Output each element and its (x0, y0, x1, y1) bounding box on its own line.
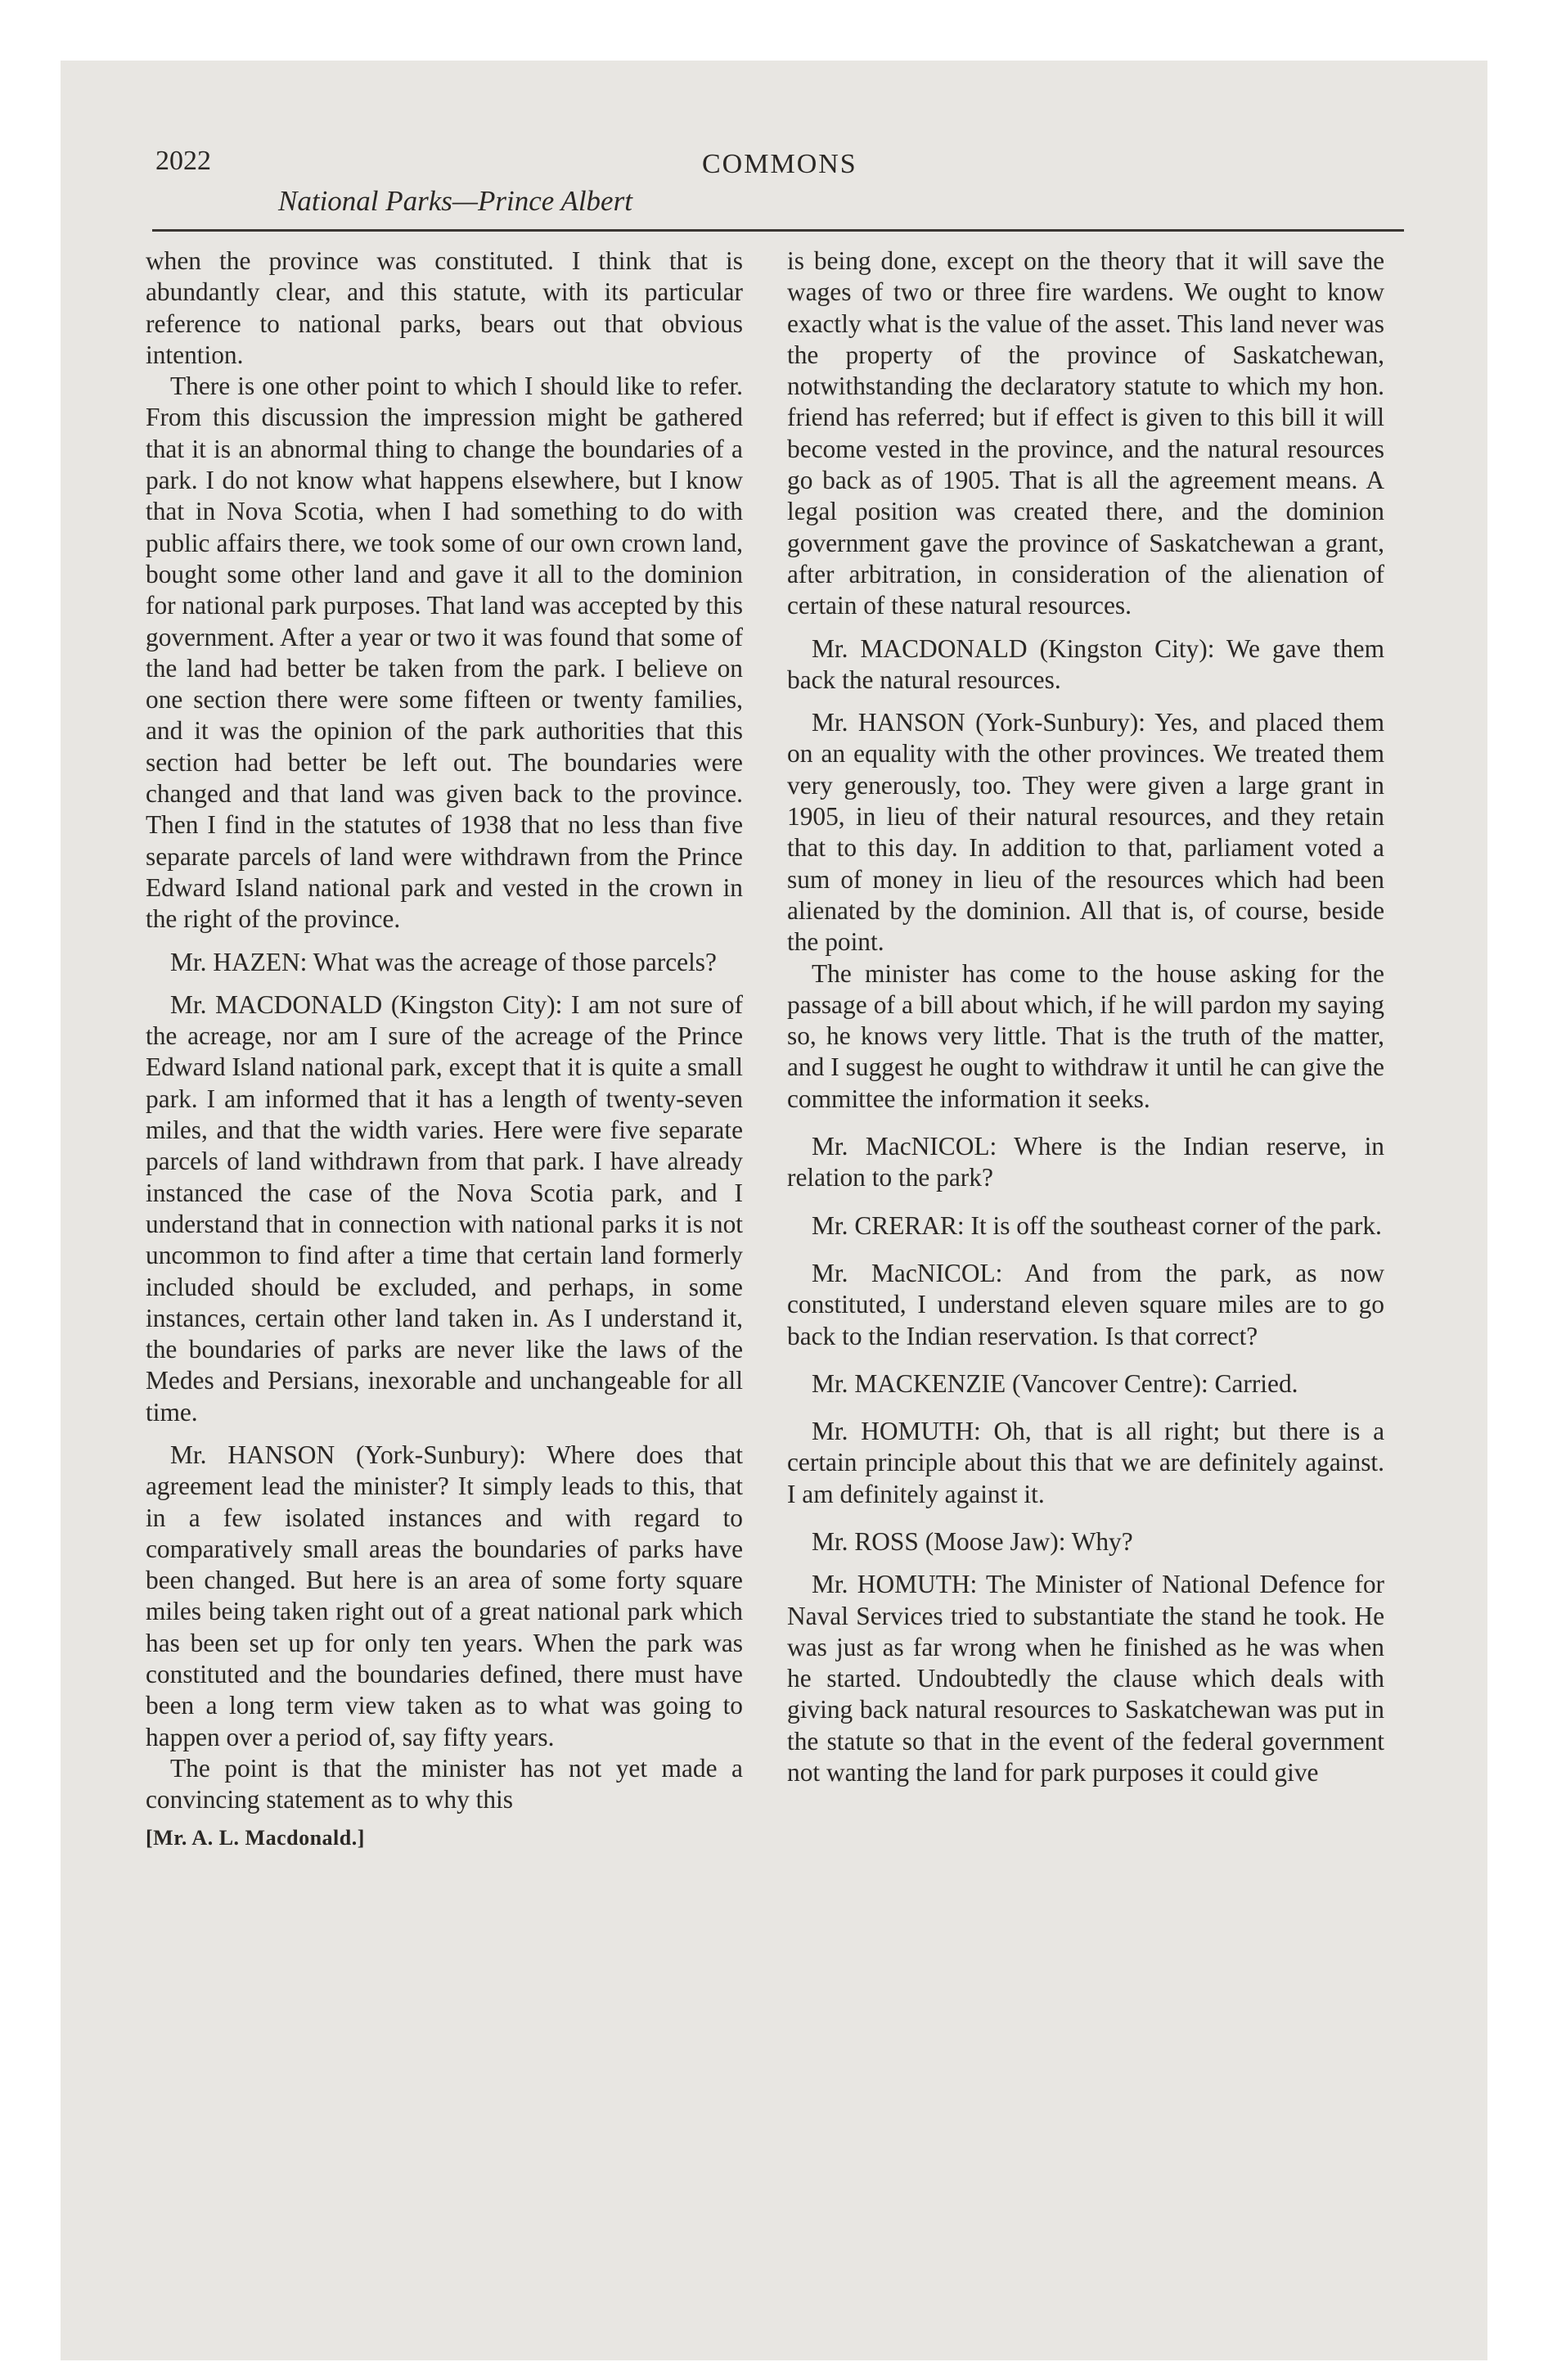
speaker-attribution: [Mr. A. L. Macdonald.] (146, 1825, 365, 1850)
right-column (787, 246, 1384, 1788)
paragraph: is being done, except on the theory that it will save the wages of two or three fire wardens. We ought to know exactly what is the value of the asset. This land never was the property of the province of Saskatchewan, notwithstanding the declaratory statute to which my hon. friend has referred; but if effect is given to this bill it will become vested in the province, and the natural resources go back as of 1905. That is all the agreement means. A legal position was created there, and the dominion government gave the province of Saskatchewan a grant, after arbitration, in consideration of the alienation of certain of these natural resources. (787, 246, 1384, 620)
speech-macnicol: Mr. MacNICOL: And from the park, as now constituted, I understand eleven square miles are to go back to the Indian reservation. Is that correct? (787, 1258, 1384, 1350)
speech-homuth: Mr. HOMUTH: The Minister of National Defence for Naval Services tried to substantiate the stand he took. He was just as far wrong when he finished as he was when he started. Undoubtedly the clause which deals with giving back natural resources to Saskatchewan was put in the statute so that in the event of the federal government not wanting the land for park purposes it could give (787, 1570, 1384, 1787)
speech-hanson: Mr. HANSON (York-Sunbury): Yes, and placed them on an equality with the other provinces. We treated them very generously, too. They were given a large grant in 1905, in lieu of their natural resources, and they retain that to this day. In addition to that, parliament voted a sum of money in lieu of the resources which had been alienated by the dominion. All that is, of course, beside the point. (787, 708, 1384, 957)
running-head: National Parks—Prince Albert (278, 185, 632, 217)
paragraph: The point is that the minister has not yet made a convincing statement as to why this (146, 1753, 743, 1814)
speech-hanson: Mr. HANSON (York-Sunbury): Where does that agreement lead the minister? It simply leads to this, that in a few isolated instances and with regard to comparatively small areas the boundaries of parks have been changed. But here is an area of some forty square miles being taken right out of a great national park which has been set up for only ten years. When the park was constituted and the boundaries defined, there must have been a long term view taken as to what was going to happen over a period of, say fifty years. (146, 1440, 743, 1751)
paragraph: when the province was constituted. I think that is abundantly clear, and this statute, with its particular reference to national parks, bears out that obvious intention. (146, 246, 743, 369)
page-number: 2022 (155, 146, 211, 176)
speech-macdonald: Mr. MACDONALD (Kingston City): I am not sure of the acreage, nor am I sure of the acreage of the Prince Edward Island national park, except that it is quite a small park. I am informed that it has a length of twenty-seven miles, and that the width varies. Here were five separate parcels of land withdrawn from that park. I have already instanced the case of the Nova Scotia park, and I understand that in connection with national parks it is not uncommon to find after a time that certain land formerly included should be excluded, and perhaps, in some instances, certain other land taken in. As I understand it, the boundaries of parks are never like the laws of the Medes and Persians, inexorable and unchangeable for all time. (146, 989, 743, 1427)
speech-ross: Mr. ROSS (Moose Jaw): Why? (812, 1526, 1133, 1556)
speech-homuth: Mr. HOMUTH: Oh, that is all right; but there is a certain principle about this that we are definitely against. I am definitely against it. (787, 1417, 1384, 1508)
speech-crerar: Mr. CRERAR: It is off the southeast corner of the park. (812, 1210, 1382, 1240)
section-title: COMMONS (702, 149, 857, 179)
speech-macdonald: Mr. MACDONALD (Kingston City): We gave them back the natural resources. (787, 633, 1384, 694)
speech-hazen: Mr. HAZEN: What was the acreage of those parcels? (170, 947, 717, 976)
left-column (146, 246, 743, 1854)
speech-macnicol: Mr. MacNICOL: Where is the Indian reserve, in relation to the park? (787, 1132, 1384, 1192)
paragraph: There is one other point to which I should like to refer. From this discussion the impression might be gathered that it is an abnormal thing to change the boundaries of a park. I do not know what happens elsewhere, but I know that in Nova Scotia, when I had something to do with public affairs there, we took some of our own crown land, bought some other land and gave it all to the dominion for national park purposes. That land was accepted by this government. After a year or two it was found that some of the land had better be taken from the park. I believe on one section there were some fifteen or twenty families, and it was the opinion of the park authorities that this section had better be left out. The boundaries were changed and that land was given back to the province. Then I find in the statutes of 1938 that no less than five separate parcels of land were withdrawn from the Prince Edward Island national park and vested in the crown in the right of the province. (146, 372, 743, 934)
paragraph: The minister has come to the house asking for the passage of a bill about which, if he will pardon my saying so, he knows very little. That is the truth of the matter, and I suggest he ought to withdraw it until he can give the committee the information it seeks. (787, 958, 1384, 1113)
header-rule (152, 229, 1404, 232)
page-header (155, 146, 1407, 224)
speech-mackenzie: Mr. MACKENZIE (Vancover Centre): Carried. (812, 1368, 1298, 1398)
